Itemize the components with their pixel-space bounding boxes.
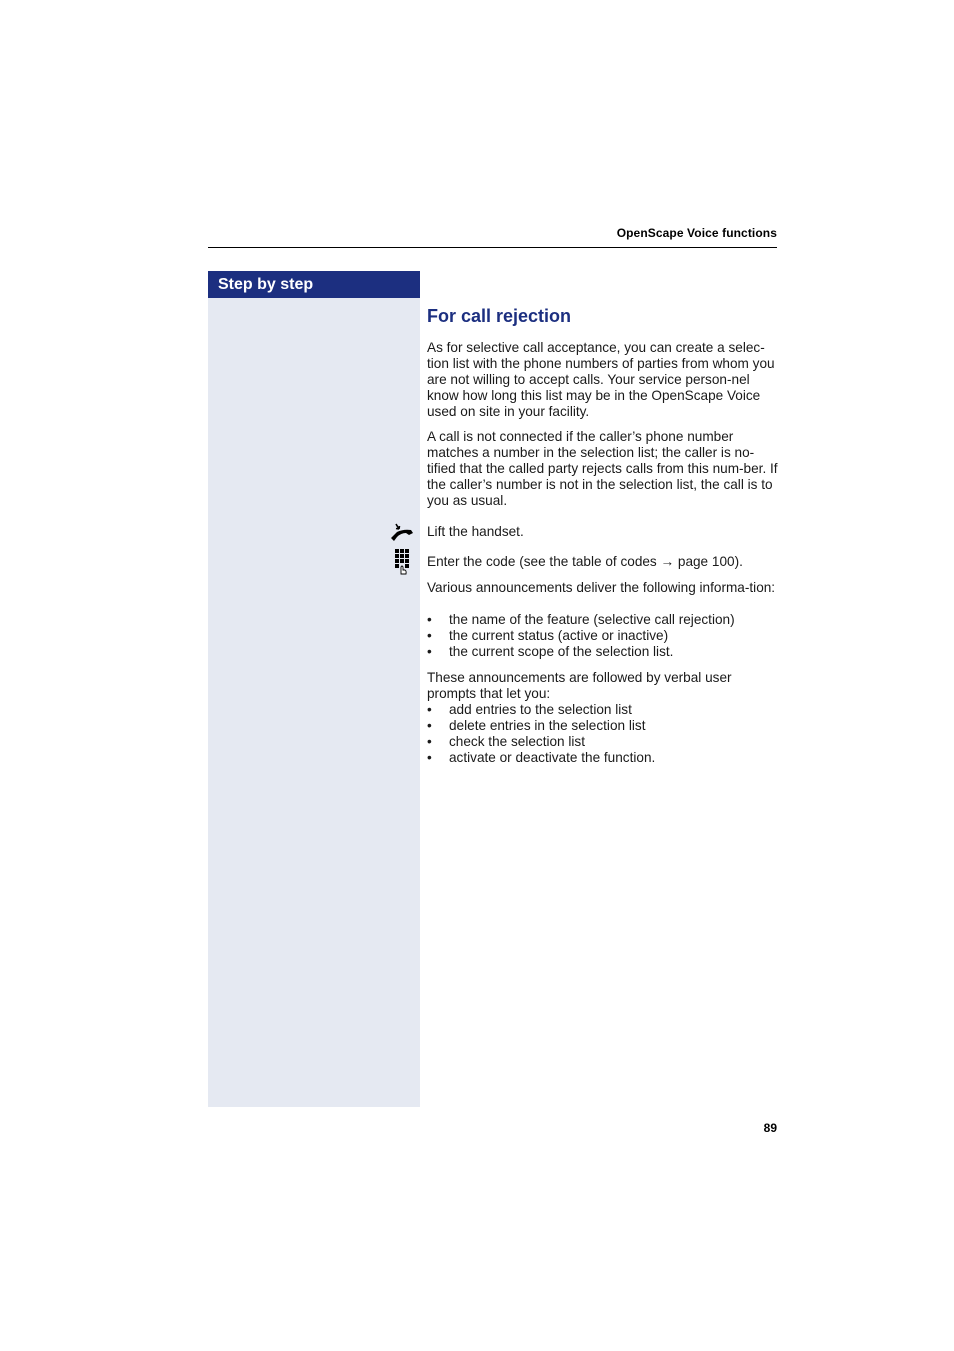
step-enter-code: Enter the code (see the table of codes → page 100). — [427, 554, 743, 569]
sidebar-heading: Step by step — [208, 271, 420, 298]
intro-paragraph: As for selective call acceptance, you can create a selec-tion list with the phone numbers of parties from whom you are not willing to accept calls. Your service person-nel know how long this list may be in the OpenScape Voice used on site in your facility. — [427, 340, 775, 419]
section-title: For call rejection — [427, 306, 572, 326]
step-by-step-sidebar — [208, 271, 420, 1107]
list-item: • add entries to the selection list — [427, 702, 779, 718]
running-header: OpenScape Voice functions — [616, 226, 777, 240]
list-item: • the name of the feature (selective call rejection) — [427, 612, 779, 628]
step-lift-handset: Lift the handset. — [427, 524, 524, 539]
keypad-icon — [388, 548, 416, 572]
announcements-intro: Various announcements deliver the following informa-tion: — [427, 580, 776, 595]
page-number: 89 — [763, 1121, 777, 1135]
list-item: • delete entries in the selection list — [427, 718, 779, 734]
list-item: • activate or deactivate the function. — [427, 750, 779, 766]
prompts-list — [427, 702, 779, 766]
list-item: • the current scope of the selection list. — [427, 644, 779, 660]
list-item: • check the selection list — [427, 734, 779, 750]
header-rule — [208, 247, 777, 248]
list-item: • the current status (active or inactive) — [427, 628, 779, 644]
prompts-intro: These announcements are followed by verbal user prompts that let you: — [427, 670, 732, 701]
rejection-paragraph: A call is not connected if the caller’s phone number matches a number in the selection list; the caller is no-tified that the called party rejects calls from this num-ber. If the caller’s number is not in the selection list, the call is to you as usual. — [427, 429, 778, 508]
lift-handset-icon — [388, 521, 416, 545]
announcements-list — [427, 612, 779, 660]
